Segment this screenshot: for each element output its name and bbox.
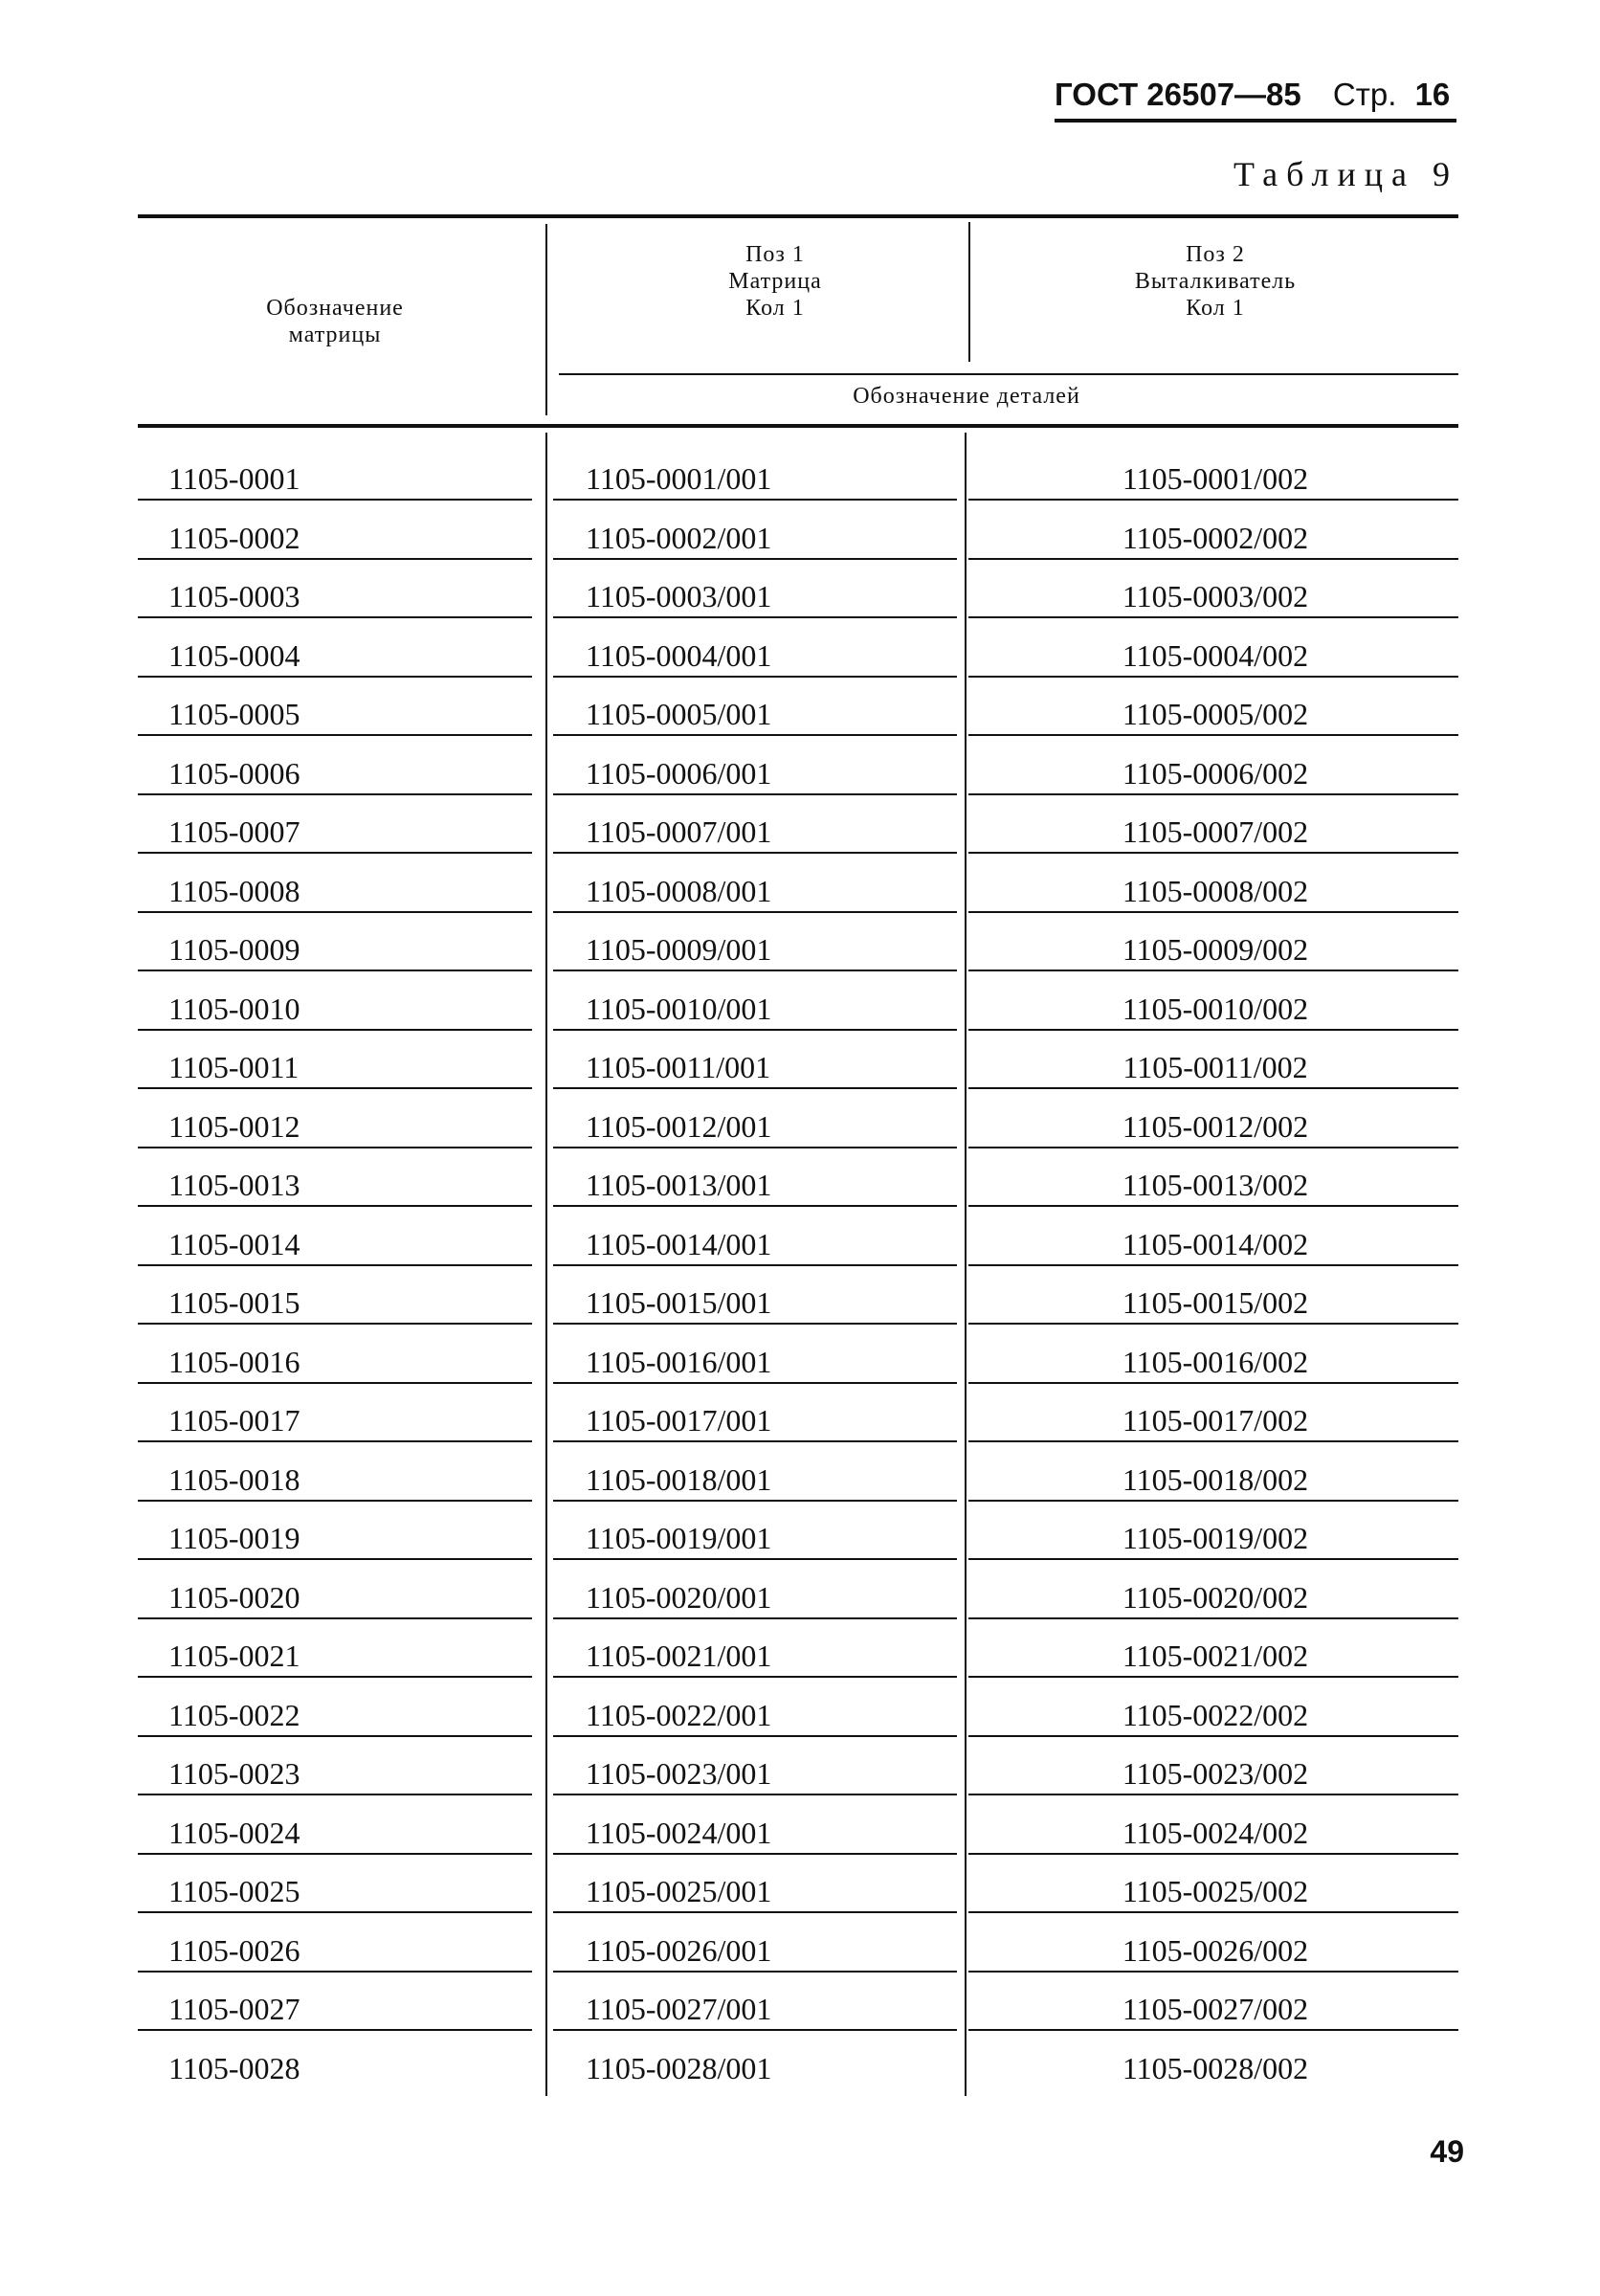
cell-designation: 1105-0009 [168,932,300,967]
row-rule [968,793,1458,795]
row-rule [138,1500,532,1502]
row-rule [138,1794,532,1795]
cell-ejector: 1105-0013/002 [1122,1168,1309,1202]
column-header-designation-line1: Обозначение [266,296,404,321]
cell-ejector: 1105-0007/002 [1122,814,1309,849]
row-rule [553,1147,957,1148]
row-rule [968,499,1458,501]
cell-ejector: 1105-0006/002 [1122,756,1309,791]
row-rule [138,734,532,736]
column-header-pos2-line1: Поз 2 [1186,242,1245,267]
row-rule [968,1500,1458,1502]
row-rule [553,676,957,678]
cell-matrix: 1105-0015/001 [586,1285,772,1320]
cell-ejector: 1105-0008/002 [1122,874,1309,908]
cell-matrix: 1105-0013/001 [586,1168,772,1202]
cell-matrix: 1105-0018/001 [586,1462,772,1497]
cell-matrix: 1105-0010/001 [586,992,772,1026]
cell-ejector: 1105-0020/002 [1122,1580,1309,1615]
row-rule [138,1558,532,1560]
cell-designation: 1105-0026 [168,1933,300,1968]
cell-ejector: 1105-0027/002 [1122,1992,1309,2026]
row-rule [138,970,532,971]
row-rule [138,676,532,678]
cell-ejector: 1105-0004/002 [1122,638,1309,673]
row-rule [553,1971,957,1973]
cell-designation: 1105-0011 [168,1050,300,1084]
cell-matrix: 1105-0026/001 [586,1933,772,1968]
row-rule [138,499,532,501]
cell-designation: 1105-0006 [168,756,300,791]
row-rule [968,1911,1458,1913]
row-rule [968,734,1458,736]
cell-designation: 1105-0003 [168,579,300,613]
row-rule [968,1558,1458,1560]
cell-designation: 1105-0014 [168,1227,300,1261]
cell-ejector: 1105-0023/002 [1122,1756,1309,1791]
cell-ejector: 1105-0026/002 [1122,1933,1309,1968]
cell-matrix: 1105-0021/001 [586,1638,772,1673]
cell-designation: 1105-0015 [168,1285,300,1320]
body-divider-1 [545,433,547,2096]
row-rule [553,1617,957,1619]
cell-matrix: 1105-0019/001 [586,1521,772,1555]
row-rule [968,1794,1458,1795]
cell-matrix: 1105-0004/001 [586,638,772,673]
document-header [1055,71,1456,119]
cell-designation: 1105-0012 [168,1109,300,1144]
cell-matrix: 1105-0027/001 [586,1992,772,2026]
row-rule [553,1558,957,1560]
cell-ejector: 1105-0017/002 [1122,1403,1309,1438]
cell-designation: 1105-0007 [168,814,300,849]
cell-ejector: 1105-0002/002 [1122,521,1309,555]
cell-designation: 1105-0027 [168,1992,300,2026]
cell-designation: 1105-0013 [168,1168,300,1202]
row-rule [138,1087,532,1089]
row-rule [553,1735,957,1737]
cell-designation: 1105-0010 [168,992,300,1026]
row-rule [138,1676,532,1678]
row-rule [968,970,1458,971]
row-rule [968,1087,1458,1089]
column-header-pos1-line1: Поз 1 [745,242,805,267]
row-rule [138,793,532,795]
column-header-designation [191,295,478,348]
cell-ejector: 1105-0015/002 [1122,1285,1309,1320]
page-label: Стр. [1332,77,1397,112]
row-rule [968,616,1458,618]
cell-designation: 1105-0023 [168,1756,300,1791]
row-rule [138,616,532,618]
row-rule [968,1323,1458,1325]
cell-matrix: 1105-0023/001 [586,1756,772,1791]
column-header-designation-line2: матрицы [288,323,382,347]
cell-designation: 1105-0028 [168,2051,300,2085]
cell-ejector: 1105-0010/002 [1122,992,1309,1026]
cell-ejector: 1105-0009/002 [1122,932,1309,967]
cell-designation: 1105-0019 [168,1521,300,1555]
cell-designation: 1105-0017 [168,1403,300,1438]
row-rule [968,911,1458,913]
row-rule [553,1264,957,1266]
header-bottom-rule [138,424,1458,428]
header-divider-2 [968,222,970,362]
row-rule [138,852,532,854]
column-header-pos1 [612,241,938,322]
row-rule [553,1911,957,1913]
row-rule [968,558,1458,560]
row-rule [138,1382,532,1384]
row-rule [138,2029,532,2031]
row-rule [138,1323,532,1325]
column-header-pos2-line3: Кол 1 [1186,296,1245,321]
column-header-details-label: Обозначение деталей [853,384,1080,409]
column-header-pos1-line3: Кол 1 [745,296,805,321]
cell-ejector: 1105-0022/002 [1122,1698,1309,1732]
body-divider-2 [965,433,967,2096]
cell-matrix: 1105-0002/001 [586,521,772,555]
cell-designation: 1105-0004 [168,638,300,673]
cell-matrix: 1105-0006/001 [586,756,772,791]
cell-matrix: 1105-0003/001 [586,579,772,613]
row-rule [553,1500,957,1502]
cell-designation: 1105-0022 [168,1698,300,1732]
row-rule [553,1853,957,1855]
row-rule [553,1029,957,1031]
cell-ejector: 1105-0011/002 [1122,1050,1308,1084]
cell-matrix: 1105-0007/001 [586,814,772,849]
row-rule [968,1440,1458,1442]
row-rule [138,1205,532,1207]
cell-matrix: 1105-0016/001 [586,1345,772,1379]
row-rule [553,1440,957,1442]
row-rule [553,1676,957,1678]
row-rule [553,970,957,971]
cell-ejector: 1105-0028/002 [1122,2051,1309,2085]
row-rule [968,852,1458,854]
cell-matrix: 1105-0014/001 [586,1227,772,1261]
cell-matrix: 1105-0001/001 [586,461,772,496]
row-rule [968,1382,1458,1384]
cell-matrix: 1105-0028/001 [586,2051,772,2085]
row-rule [553,1794,957,1795]
cell-designation: 1105-0008 [168,874,300,908]
cell-ejector: 1105-0001/002 [1122,461,1309,496]
column-header-pos2-line2: Выталкиватель [1134,269,1297,294]
row-rule [138,1147,532,1148]
cell-ejector: 1105-0012/002 [1122,1109,1309,1144]
cell-ejector: 1105-0014/002 [1122,1227,1309,1261]
row-rule [553,734,957,736]
cell-matrix: 1105-0008/001 [586,874,772,908]
header-subrule [559,373,1458,375]
row-rule [968,1029,1458,1031]
cell-matrix: 1105-0005/001 [586,697,772,731]
cell-designation: 1105-0002 [168,521,300,555]
row-rule [138,1617,532,1619]
cell-matrix: 1105-0017/001 [586,1403,772,1438]
header-rule [1055,119,1456,123]
row-rule [968,2029,1458,2031]
cell-designation: 1105-0018 [168,1462,300,1497]
row-rule [138,1735,532,1737]
page-reference-number: 16 [1414,77,1451,112]
cell-ejector: 1105-0018/002 [1122,1462,1309,1497]
row-rule [968,1205,1458,1207]
row-rule [553,1323,957,1325]
cell-designation: 1105-0024 [168,1816,300,1850]
row-rule [968,1971,1458,1973]
standard-designation: ГОСТ 26507—85 [1055,77,1301,112]
row-rule [553,558,957,560]
cell-designation: 1105-0001 [168,461,300,496]
cell-ejector: 1105-0019/002 [1122,1521,1309,1555]
cell-ejector: 1105-0005/002 [1122,697,1309,731]
row-rule [138,1971,532,1973]
row-rule [968,1676,1458,1678]
header-divider-1 [545,224,547,415]
cell-matrix: 1105-0024/001 [586,1816,772,1850]
table-top-rule [138,214,1458,218]
cell-matrix: 1105-0025/001 [586,1874,772,1908]
row-rule [138,1911,532,1913]
column-header-details [574,383,1359,410]
row-rule [138,558,532,560]
cell-matrix: 1105-0012/001 [586,1109,772,1144]
row-rule [968,1617,1458,1619]
row-rule [553,499,957,501]
cell-ejector: 1105-0025/002 [1122,1874,1309,1908]
row-rule [138,1029,532,1031]
cell-ejector: 1105-0003/002 [1122,579,1309,613]
cell-matrix: 1105-0020/001 [586,1580,772,1615]
row-rule [968,1735,1458,1737]
cell-ejector: 1105-0016/002 [1122,1345,1309,1379]
row-rule [968,1147,1458,1148]
cell-ejector: 1105-0021/002 [1122,1638,1309,1673]
row-rule [553,1382,957,1384]
column-header-pos1-line2: Матрица [728,269,822,294]
page-number: 49 [1430,2134,1464,2169]
column-header-pos2 [1014,241,1416,322]
cell-designation: 1105-0021 [168,1638,300,1673]
row-rule [138,1264,532,1266]
row-rule [553,616,957,618]
row-rule [553,793,957,795]
cell-matrix: 1105-0011/001 [586,1050,771,1084]
cell-matrix: 1105-0009/001 [586,932,772,967]
row-rule [138,911,532,913]
row-rule [553,1087,957,1089]
row-rule [553,852,957,854]
cell-ejector: 1105-0024/002 [1122,1816,1309,1850]
cell-designation: 1105-0005 [168,697,300,731]
row-rule [138,1853,532,1855]
row-rule [968,1264,1458,1266]
cell-designation: 1105-0020 [168,1580,300,1615]
cell-matrix: 1105-0022/001 [586,1698,772,1732]
cell-designation: 1105-0025 [168,1874,300,1908]
row-rule [553,911,957,913]
row-rule [553,2029,957,2031]
table-caption: Таблица 9 [1233,155,1458,193]
row-rule [968,676,1458,678]
row-rule [138,1440,532,1442]
row-rule [553,1205,957,1207]
row-rule [968,1853,1458,1855]
cell-designation: 1105-0016 [168,1345,300,1379]
